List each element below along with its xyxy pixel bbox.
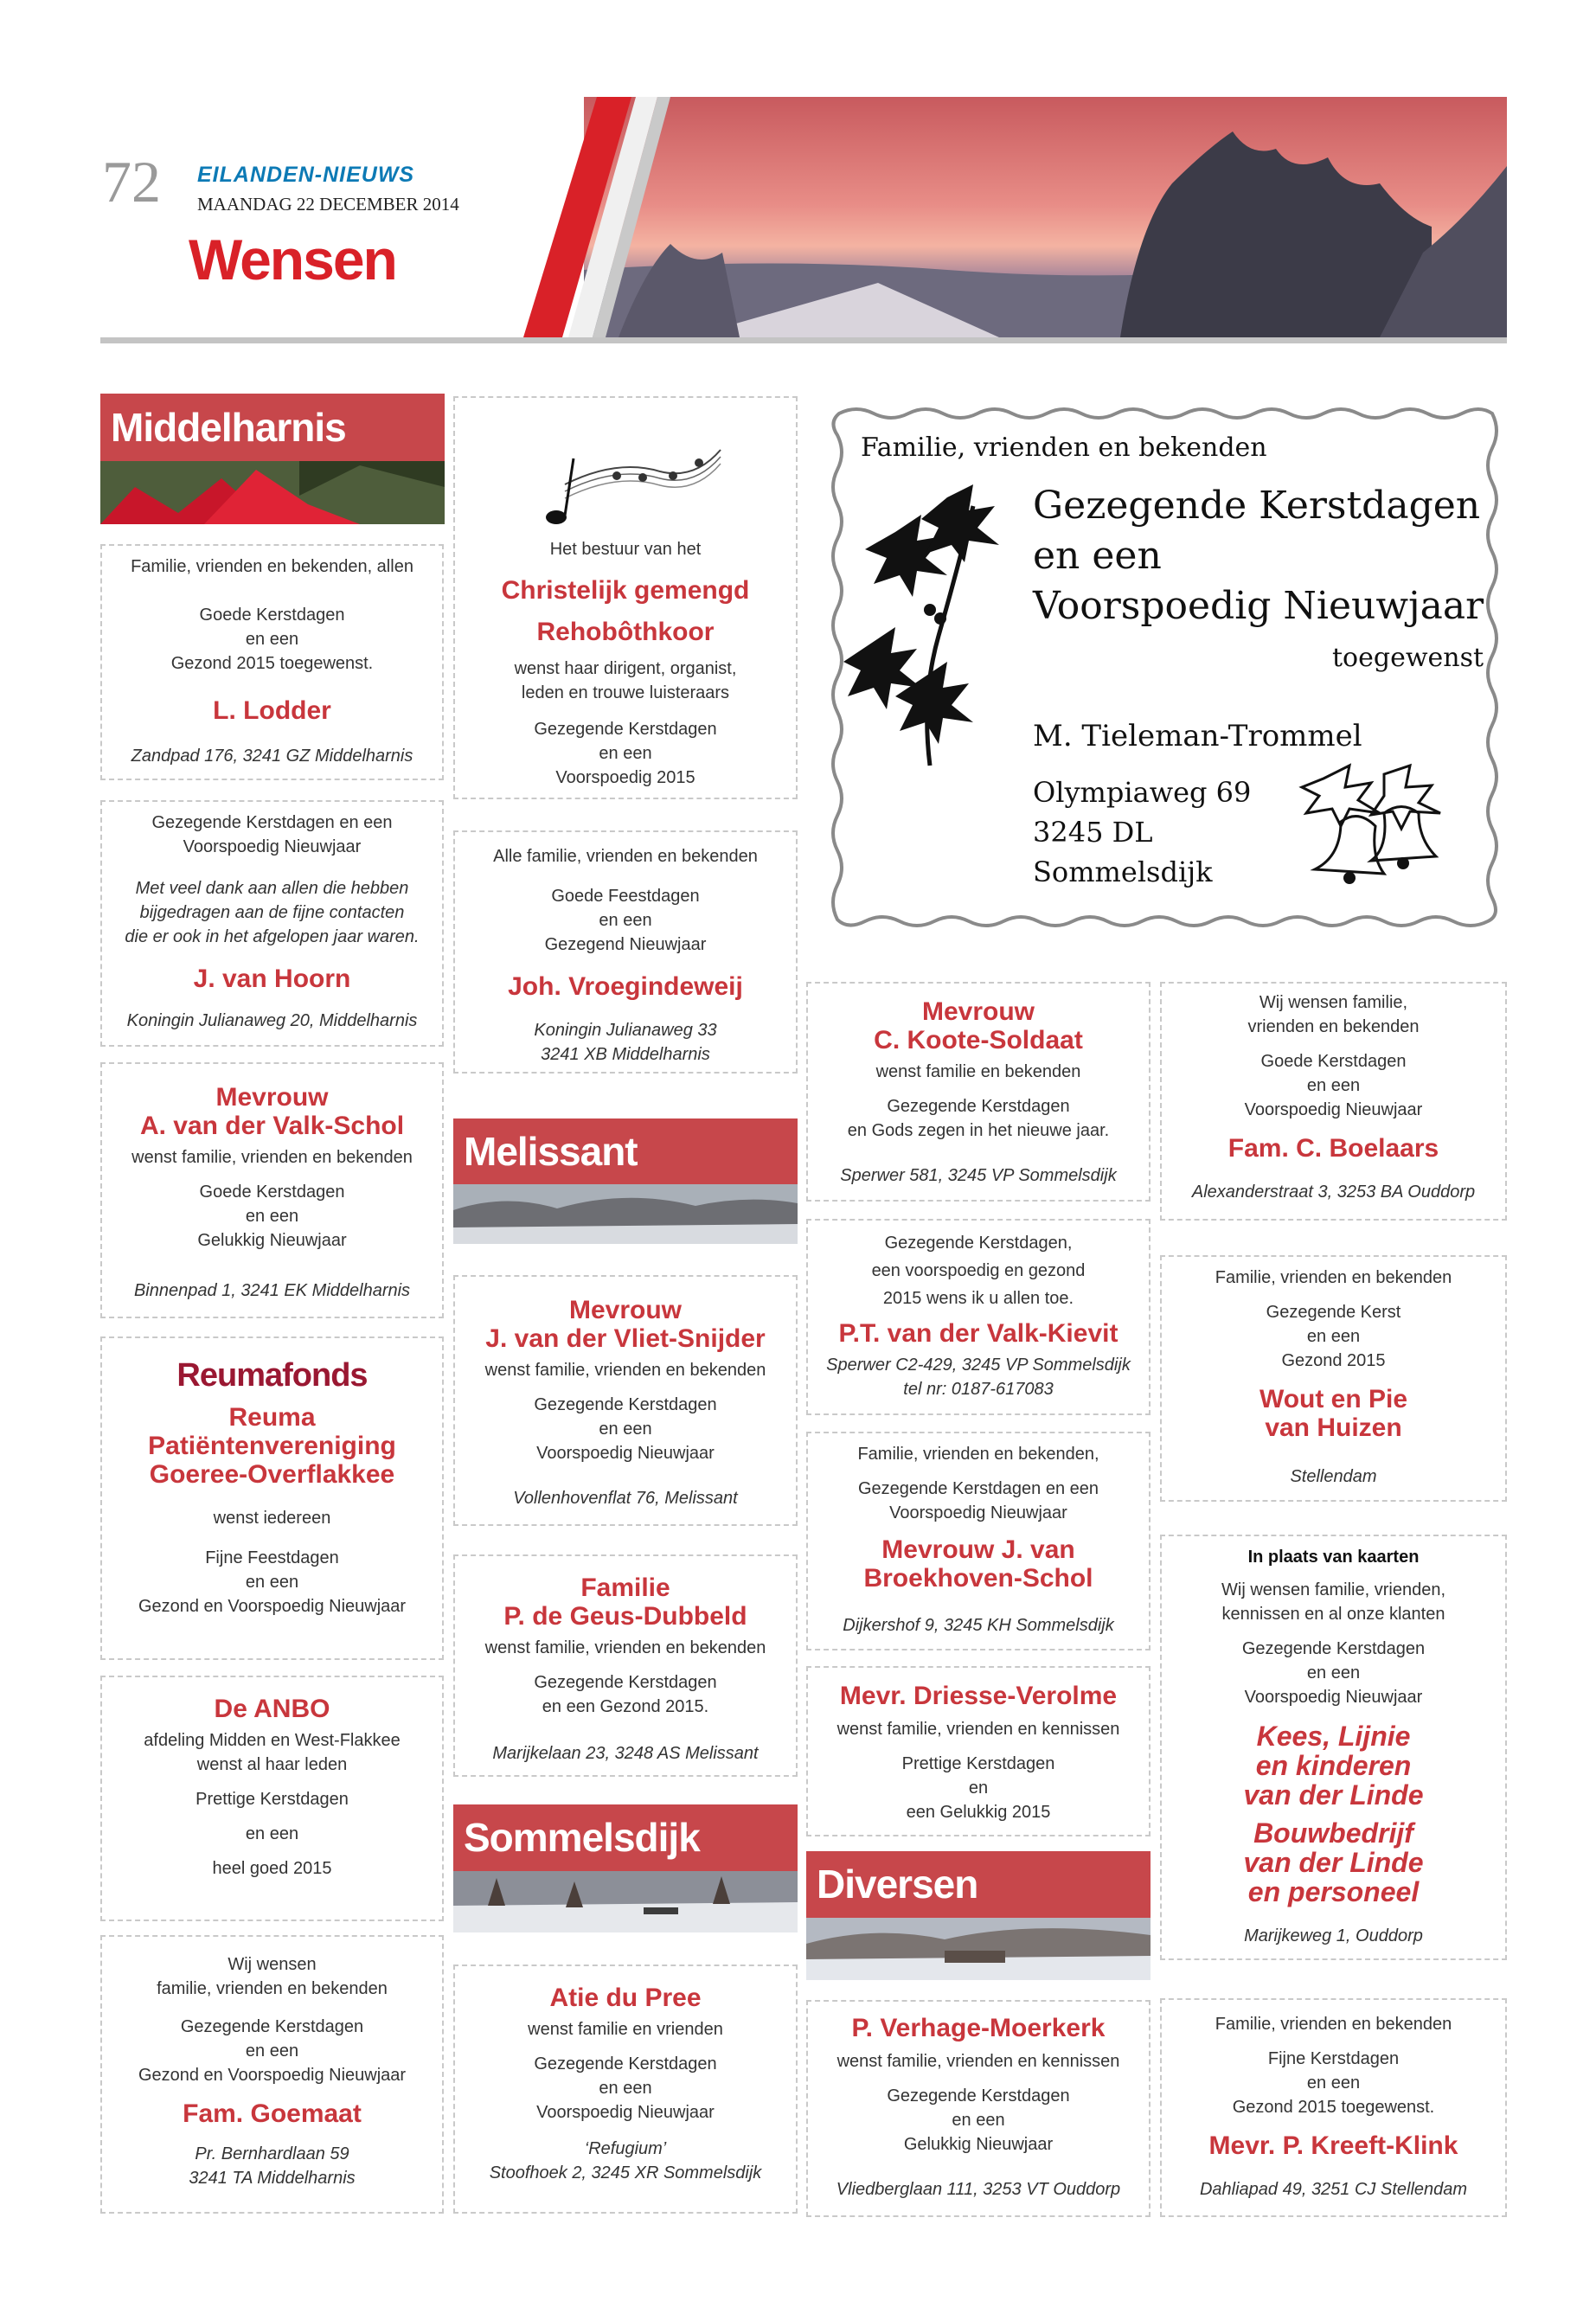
ad-text: Gezegende Kerstdagen — [180, 2017, 364, 2036]
ad-text: Wij wensen familie, — [1259, 993, 1408, 1012]
ad-text: Goede Kerstdagen — [1260, 1052, 1407, 1071]
ad-address: 3241 TA Middelharnis — [189, 2169, 356, 2188]
ad-text: afdeling Midden en West-Flakkee — [144, 1731, 401, 1750]
ad-text: Prettige Kerstdagen — [901, 1754, 1055, 1773]
ad-broekhoven — [806, 1432, 1151, 1650]
ad-text: Voorspoedig Nieuwjaar — [536, 2103, 715, 2122]
ad-text: Gezegende Kerstdagen — [534, 2054, 717, 2073]
ad-name: J. van der Vliet-Snijder — [485, 1324, 766, 1353]
ad-van-der-linde — [1160, 1535, 1507, 1960]
ad-name: Kees, Lijnie — [1256, 1721, 1411, 1752]
ad-name: Fam. C. Boelaars — [1227, 1134, 1439, 1163]
ad-name: M. Tieleman-Trommel — [1033, 719, 1362, 753]
ad-text: Gezegende Kerstdagen — [534, 1673, 717, 1692]
ad-van-huizen — [1160, 1255, 1507, 1502]
ad-name: van Huizen — [1265, 1413, 1402, 1442]
ad-address: Binnenpad 1, 3241 EK Middelharnis — [133, 1281, 411, 1300]
ad-reuma — [100, 1336, 444, 1660]
ad-text: Fijne Feestdagen — [205, 1548, 339, 1567]
diversen-winter-photo — [806, 1918, 1151, 1980]
ad-text: en een — [1306, 1327, 1361, 1346]
ad-text: wenst familie en bekenden — [875, 1062, 1081, 1081]
ad-valk-kievit — [806, 1219, 1151, 1415]
ad-text: Goede Kerstdagen — [199, 1183, 345, 1202]
ad-address: 3245 DL — [1033, 816, 1153, 849]
ad-du-pree — [453, 1965, 798, 2214]
ad-address: Pr. Bernhardlaan 59 — [195, 2144, 349, 2163]
ad-name: Mevr. P. Kreeft-Klink — [1208, 2131, 1458, 2160]
ad-text: Gezegende Kerstdagen — [887, 2086, 1070, 2106]
ad-text: Gezegende Kerstdagen en een — [858, 1479, 1099, 1498]
ad-name: Fam. Goemaat — [183, 2099, 362, 2128]
ad-text: en Gods zegen in het nieuwe jaar. — [847, 1121, 1110, 1140]
ad-address: Koningin Julianaweg 20, Middelharnis — [126, 1011, 418, 1030]
ad-text: een Gelukkig 2015 — [906, 1803, 1051, 1822]
ad-valk-schol — [100, 1062, 444, 1318]
ad-text: en een — [599, 2079, 652, 2098]
ad-anbo — [100, 1676, 444, 1921]
ad-name: Mevrouw — [215, 1083, 329, 1112]
christmas-bells-icon — [1289, 761, 1462, 891]
ad-name: P. de Geus-Dubbeld — [503, 1602, 747, 1631]
greeting-line: Gezegende Kerstdagen — [1033, 484, 1481, 528]
ad-address: Marijkelaan 23, 3248 AS Melissant — [492, 1744, 759, 1763]
ad-text: wenst iedereen — [213, 1509, 331, 1528]
ad-address: Olympiaweg 69 — [1033, 776, 1252, 809]
ad-text: Voorspoedig 2015 — [555, 768, 695, 787]
ad-address: 3241 XB Middelharnis — [541, 1045, 710, 1064]
ad-vroegindeweij — [453, 830, 798, 1074]
ad-verhage-moerkerk — [806, 2000, 1151, 2217]
ad-name: Broekhoven-Schol — [863, 1564, 1093, 1593]
ad-text: Gelukkig Nieuwjaar — [903, 2135, 1054, 2154]
ad-heading: In plaats van kaarten — [1247, 1548, 1420, 1567]
ad-text: wenst familie, vrienden en kennissen — [836, 2052, 1120, 2071]
ad-address: tel nr: 0187-617083 — [903, 1380, 1054, 1399]
ad-name: van der Linde — [1243, 1847, 1424, 1878]
ad-name: Mevrouw J. van — [881, 1535, 1075, 1564]
ad-text: Gezond 2015 toegewenst. — [170, 654, 374, 673]
ad-text: Gezegende Kerstdagen — [534, 720, 717, 739]
ad-rehobothkoor — [453, 396, 798, 799]
ad-name: Christelijk gemengd — [501, 576, 750, 605]
ad-name: Bouwbedrijf — [1253, 1817, 1413, 1849]
ad-koote-soldaat — [806, 982, 1151, 1202]
poinsettia-photo — [100, 461, 445, 524]
ad-text: Gezegende Kerstdagen — [887, 1097, 1070, 1116]
ad-text: Alle familie, vrienden en bekenden — [493, 847, 758, 866]
ad-text: Gelukkig Nieuwjaar — [197, 1231, 347, 1250]
ad-text: Gezond 2015 — [1281, 1351, 1386, 1370]
ad-text: Gezond 2015 toegewenst. — [1232, 2098, 1435, 2117]
section-header-middelharnis: Middelharnis — [100, 394, 445, 461]
ad-address: Sommelsdijk — [1033, 856, 1213, 888]
ad-boelaars — [1160, 982, 1507, 1221]
ad-text: vrienden en bekenden — [1247, 1017, 1420, 1036]
ad-text: Fijne Kerstdagen — [1267, 2049, 1400, 2068]
ad-van-hoorn — [100, 800, 444, 1047]
ad-text: Prettige Kerstdagen — [195, 1790, 349, 1809]
ad-text: en een — [245, 1573, 299, 1592]
music-notes-icon — [513, 424, 738, 528]
greeting-line: en een — [1033, 534, 1162, 578]
ad-name: Mevrouw — [921, 997, 1035, 1026]
publication-date: MAANDAG 22 DECEMBER 2014 — [197, 194, 459, 215]
ad-goemaat — [100, 1935, 444, 2214]
ad-text: bijgedragen aan de fijne contacten — [139, 903, 405, 922]
ad-address: Koningin Julianaweg 33 — [534, 1021, 717, 1040]
ad-text: en een — [245, 2041, 299, 2061]
page-number: 72 — [102, 149, 161, 215]
ad-address: Sperwer 581, 3245 VP Sommelsdijk — [840, 1166, 1117, 1185]
ad-name: P. Verhage-Moerkerk — [851, 2014, 1106, 2042]
ad-text: Met veel dank aan allen die hebben — [135, 879, 409, 898]
ad-address: Vliedberglaan 111, 3253 VT Ouddorp — [836, 2180, 1121, 2199]
header-rule — [100, 337, 1507, 343]
ad-address: Stoofhoek 2, 3245 XR Sommelsdijk — [489, 2163, 762, 2182]
ad-text: Gezond en Voorspoedig Nieuwjaar — [138, 1597, 407, 1616]
ad-text: en een Gezond 2015. — [542, 1697, 709, 1716]
ad-text: kennissen en al onze klanten — [1221, 1605, 1445, 1624]
ad-name: Goeree-Overflakkee — [149, 1460, 395, 1489]
ad-text: Familie, vrienden en bekenden — [1215, 1268, 1452, 1287]
ad-name: van der Linde — [1243, 1779, 1424, 1811]
ad-text: Familie, vrienden en bekenden — [861, 433, 1267, 463]
ad-text: en — [968, 1779, 989, 1798]
ad-address: ‘Refugium’ — [584, 2139, 667, 2158]
ad-text: een voorspoedig en gezond — [871, 1261, 1086, 1280]
ad-text: en een — [245, 1207, 299, 1226]
ad-address: Marijkeweg 1, Ouddorp — [1244, 1926, 1423, 1945]
ad-address: Sperwer C2-429, 3245 VP Sommelsdijk — [826, 1356, 1131, 1375]
sommelsdijk-winter-photo — [453, 1871, 798, 1932]
ad-text: wenst al haar leden — [196, 1755, 348, 1774]
section-header-diversen: Diversen — [806, 1851, 1151, 1918]
page-title: Wensen — [189, 228, 396, 292]
ad-name: J. van Hoorn — [193, 965, 351, 993]
ad-text: Familie, vrienden en bekenden, — [857, 1445, 1099, 1464]
ad-name: Patiëntenvereniging — [148, 1432, 396, 1460]
publication-name: EILANDEN-NIEUWS — [197, 163, 415, 187]
ad-address: Dahliapad 49, 3251 CJ Stellendam — [1199, 2180, 1468, 2199]
ad-text: Gezegende Kerstdagen — [1241, 1639, 1426, 1658]
ad-text: en een — [599, 911, 652, 930]
ad-de-geus — [453, 1554, 798, 1777]
ad-text: Goede Feestdagen — [551, 887, 700, 906]
ad-tieleman — [822, 401, 1507, 934]
ad-address: Vollenhovenflat 76, Melissant — [513, 1489, 738, 1508]
ad-text: Gezond en Voorspoedig Nieuwjaar — [138, 2066, 407, 2085]
ad-name: Reuma — [228, 1403, 316, 1432]
ad-text: Gezegende Kerstdagen — [534, 1395, 717, 1414]
ad-name: Atie du Pree — [549, 1984, 702, 2012]
ad-vliet-snijder — [453, 1275, 798, 1526]
ad-text: en een — [1306, 1663, 1361, 1682]
ad-text: wenst familie, vrienden en bekenden — [484, 1361, 766, 1380]
ad-text: en een — [1306, 2073, 1361, 2093]
ad-name: A. van der Valk-Schol — [139, 1112, 405, 1140]
ad-text: die er ook in het afgelopen jaar waren. — [125, 927, 420, 946]
header-banner-photo — [515, 97, 1507, 337]
ad-text: 2015 wens ik u allen toe. — [882, 1289, 1074, 1308]
ad-text: Gezegende Kerst — [1266, 1303, 1401, 1322]
ad-name: Rehobôthkoor — [536, 618, 715, 646]
ad-text: en een — [245, 630, 299, 649]
ad-name: Familie — [580, 1574, 670, 1602]
ad-name: Mevrouw — [568, 1296, 683, 1324]
ad-text: Wij wensen familie, vrienden, — [1221, 1580, 1445, 1599]
ad-text: Voorspoedig Nieuwjaar — [183, 837, 362, 856]
greeting-line: Voorspoedig Nieuwjaar — [1033, 584, 1484, 628]
ad-name: L. Lodder — [213, 696, 331, 725]
ad-text: Voorspoedig Nieuwjaar — [1244, 1100, 1423, 1119]
ad-text: en een — [952, 2111, 1005, 2130]
ad-driesse-verolme — [806, 1666, 1151, 1836]
ad-text: en een — [599, 1420, 652, 1439]
ad-name: Wout en Pie — [1259, 1385, 1408, 1413]
ad-text: wenst familie, vrienden en bekenden — [131, 1148, 413, 1167]
ad-address: Zandpad 176, 3241 GZ Middelharnis — [131, 747, 413, 766]
ad-text: wenst familie, vrienden en bekenden — [484, 1638, 766, 1657]
ad-text: Familie, vrienden en bekenden — [1215, 2015, 1452, 2034]
ad-address: Stellendam — [1290, 1467, 1377, 1486]
ad-text: wenst familie, vrienden en kennissen — [836, 1720, 1120, 1739]
ad-name: C. Koote-Soldaat — [874, 1026, 1083, 1054]
ad-address: Alexanderstraat 3, 3253 BA Ouddorp — [1191, 1183, 1476, 1202]
melissant-winter-photo — [453, 1184, 798, 1244]
ad-name: P.T. van der Valk-Kievit — [838, 1319, 1118, 1348]
ad-text: en een — [245, 1824, 299, 1843]
ad-text: Voorspoedig Nieuwjaar — [1244, 1688, 1423, 1707]
ad-text: Gezegende Kerstdagen en een — [151, 813, 393, 832]
ad-text: Voorspoedig Nieuwjaar — [889, 1503, 1067, 1522]
ad-text: Gezegend Nieuwjaar — [544, 935, 707, 954]
ad-text: Voorspoedig Nieuwjaar — [536, 1444, 715, 1463]
ad-text: Wij wensen — [228, 1955, 317, 1974]
holly-branch-icon — [843, 480, 1016, 774]
section-header-sommelsdijk: Sommelsdijk — [453, 1804, 798, 1871]
ad-name: en personeel — [1247, 1876, 1420, 1907]
ad-text: wenst familie en vrienden — [528, 2020, 723, 2039]
ad-text: Gezegende Kerstdagen, — [884, 1234, 1073, 1253]
reumafonds-logo: Reumafonds — [176, 1357, 368, 1394]
ad-text: leden en trouwe luisteraars — [521, 683, 730, 702]
ad-text: en een — [1306, 1076, 1361, 1095]
ad-address: Dijkershof 9, 3245 KH Sommelsdijk — [843, 1616, 1114, 1635]
ad-text: en een — [599, 744, 652, 763]
ad-text: Het bestuur van het — [549, 540, 702, 559]
ad-name: en kinderen — [1255, 1750, 1412, 1781]
ad-name: Mevr. Driesse-Verolme — [839, 1682, 1118, 1710]
section-header-melissant: Melissant — [453, 1118, 798, 1184]
ad-text: wenst haar dirigent, organist, — [514, 659, 737, 678]
ad-text: Goede Kerstdagen — [199, 606, 345, 625]
ad-kreeft-klink — [1160, 1998, 1507, 2217]
greeting-line: toegewenst — [1332, 643, 1484, 673]
ad-text: Familie, vrienden en bekenden, allen — [131, 557, 413, 576]
ad-lodder — [100, 544, 444, 780]
ad-name: De ANBO — [214, 1695, 330, 1723]
ad-text: familie, vrienden en bekenden — [157, 1979, 388, 1998]
ad-text: heel goed 2015 — [212, 1859, 332, 1878]
ad-name: Joh. Vroegindeweij — [508, 972, 743, 1001]
